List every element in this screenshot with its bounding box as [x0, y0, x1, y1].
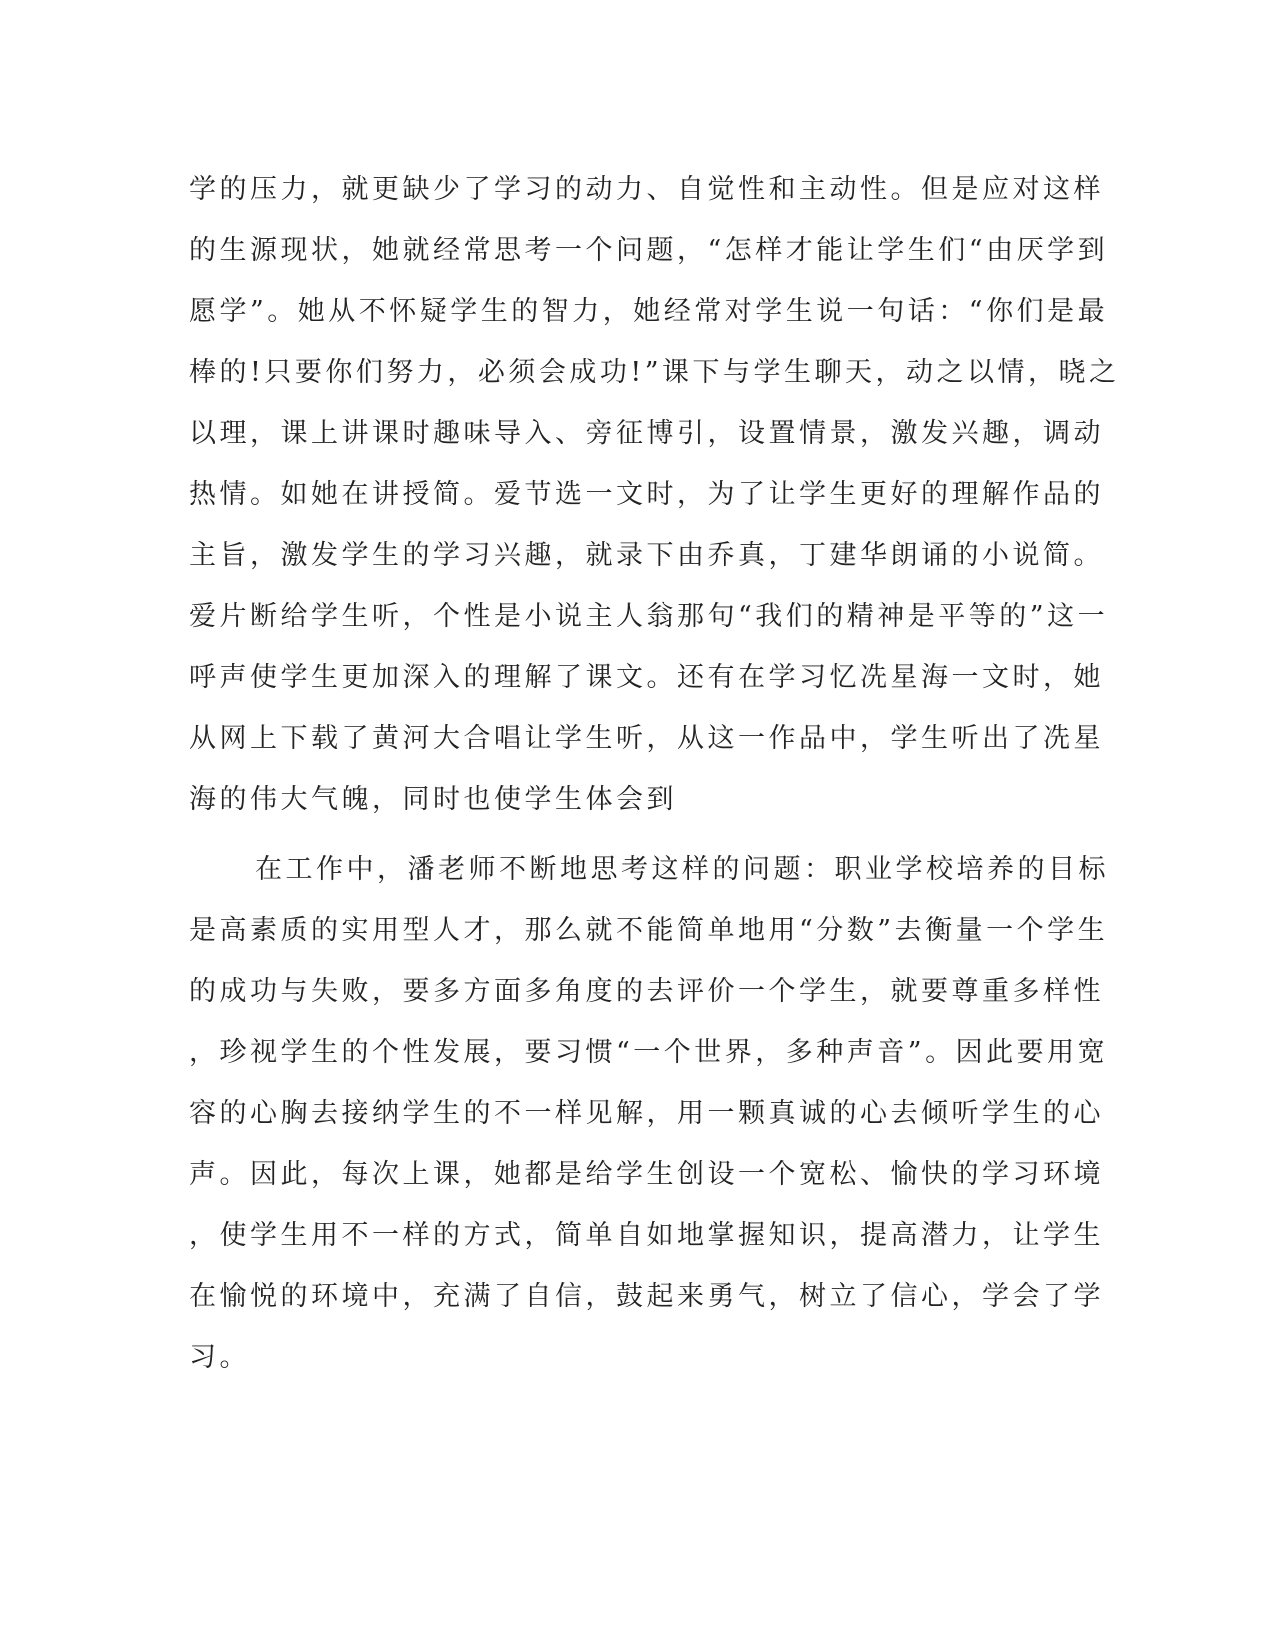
paragraph-1-line: 从网上下载了黄河大合唱让学生听，从这一作品中，学生听出了冼星	[189, 723, 1104, 754]
paragraph-1-line: 愿学”。她从不怀疑学生的智力，她经常对学生说一句话：“你们是最	[189, 296, 1109, 327]
paragraph-2-line: 习。	[189, 1342, 250, 1373]
paragraph-2-line: 的成功与失败，要多方面多角度的去评价一个学生，就要尊重多样性	[189, 976, 1104, 1007]
paragraph-1-line: 学的压力，就更缺少了学习的动力、自觉性和主动性。但是应对这样	[189, 174, 1104, 205]
paragraph-2-line: ，珍视学生的个性发展，要习惯“一个世界，多种声音”。因此要用宽	[189, 1037, 1109, 1068]
paragraph-2-line: 容的心胸去接纳学生的不一样见解，用一颗真诚的心去倾听学生的心	[189, 1098, 1104, 1129]
paragraph-1-line: 以理，课上讲课时趣味导入、旁征博引，设置情景，激发兴趣，调动	[189, 418, 1104, 449]
paragraph-1-line: 海的伟大气魄，同时也使学生体会到	[189, 784, 677, 815]
paragraph-1-line: 主旨，激发学生的学习兴趣，就录下由乔真，丁建华朗诵的小说简。	[189, 540, 1104, 571]
paragraph-1-line: 的生源现状，她就经常思考一个问题，“怎样才能让学生们“由厌学到	[189, 235, 1109, 266]
paragraph-1-line: 爱片断给学生听，个性是小说主人翁那句“我们的精神是平等的”这一	[189, 601, 1109, 632]
paragraph-2-line: 在愉悦的环境中，充满了自信，鼓起来勇气，树立了信心，学会了学	[189, 1281, 1104, 1312]
paragraph-1-line: 呼声使学生更加深入的理解了课文。还有在学习忆冼星海一文时，她	[189, 662, 1104, 693]
paragraph-2-line: 是高素质的实用型人才，那么就不能简单地用“分数”去衡量一个学生	[189, 915, 1109, 946]
paragraph-2-line: 声。因此，每次上课，她都是给学生创设一个宽松、愉快的学习环境	[189, 1159, 1104, 1190]
paragraph-2-line: ，使学生用不一样的方式，简单自如地掌握知识，提高潜力，让学生	[189, 1220, 1104, 1251]
paragraph-1-line: 棒的!只要你们努力，必须会成功!”课下与学生聊天，动之以情，晓之	[189, 357, 1120, 388]
paragraph-2	[189, 839, 1109, 1388]
paragraph-1-line: 热情。如她在讲授简。爱节选一文时，为了让学生更好的理解作品的	[189, 479, 1104, 510]
paragraph-1	[189, 159, 1120, 830]
paragraph-2-first-line: 在工作中，潘老师不断地思考这样的问题：职业学校培养的目标	[255, 854, 1109, 885]
